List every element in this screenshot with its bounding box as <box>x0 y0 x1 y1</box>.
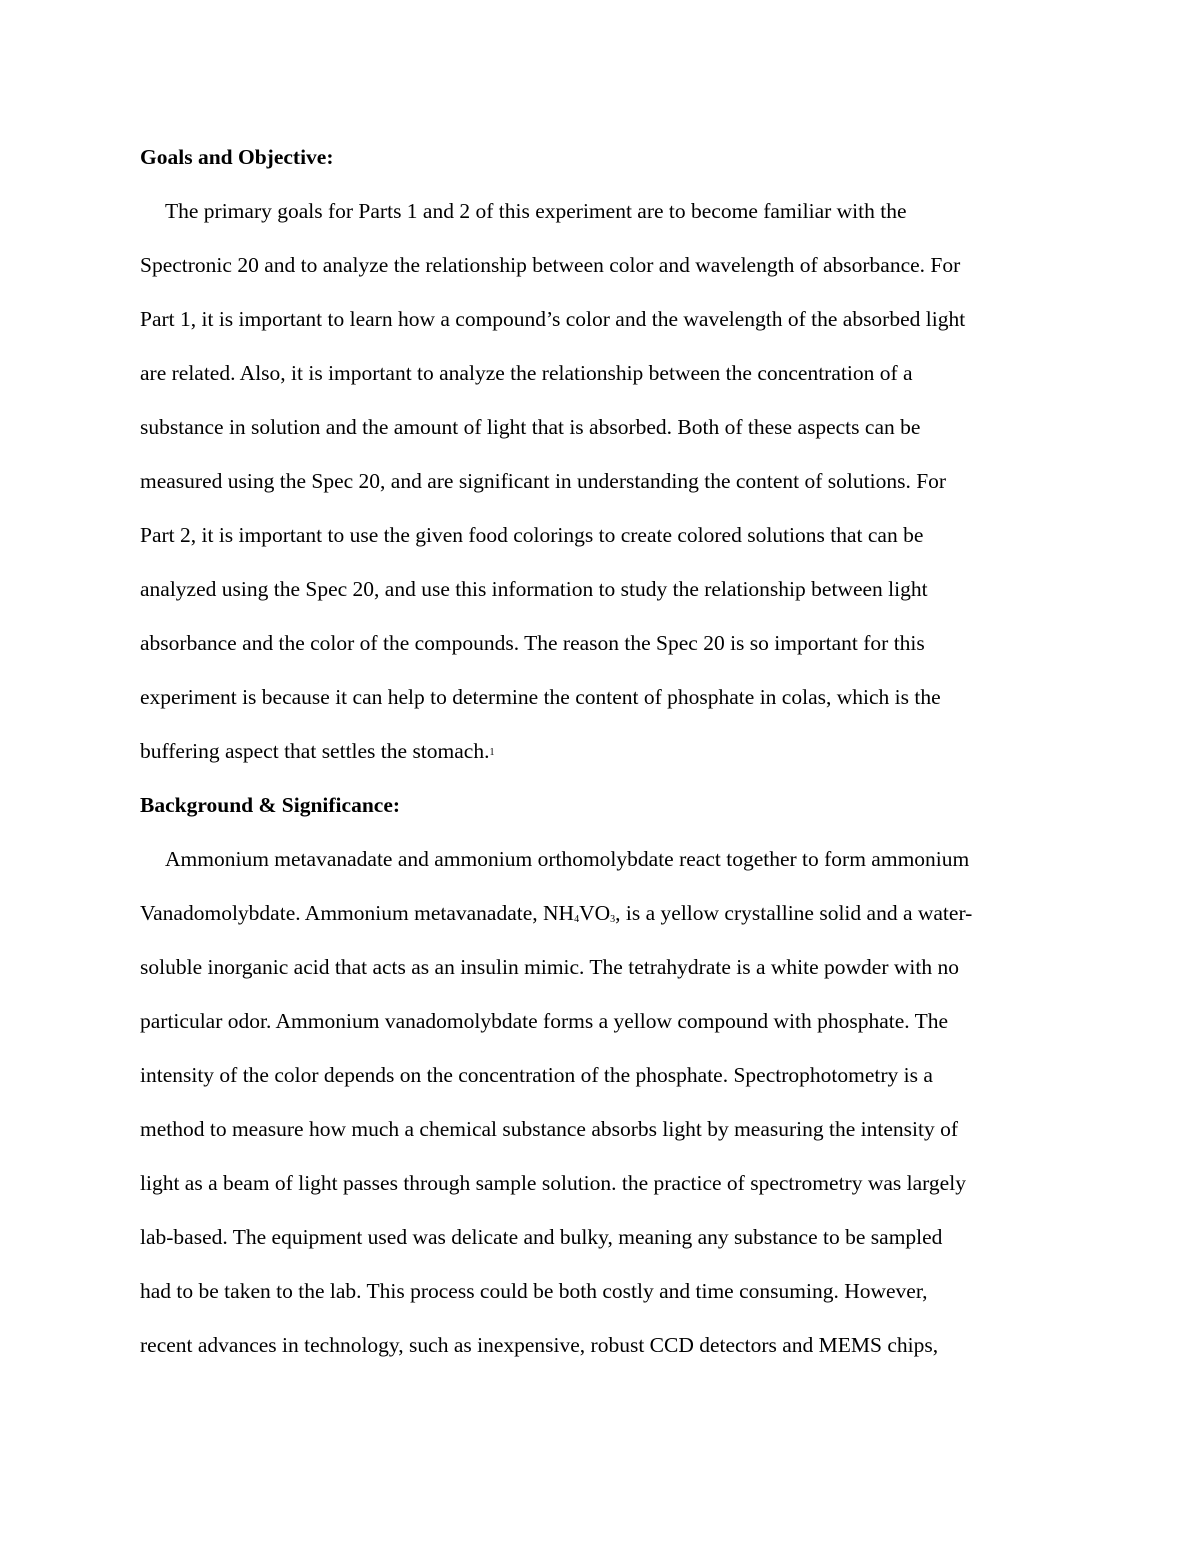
section-heading-background: Background & Significance: <box>140 793 401 817</box>
formula-subscript: 3 <box>610 914 616 925</box>
formula-suffix: , is a yellow crystalline solid and a water- <box>615 901 973 925</box>
section-heading-goals: Goals and Objective: <box>140 145 334 169</box>
paragraph-line-text: buffering aspect that settles the stomach. <box>140 739 490 763</box>
formula-middle: VO <box>579 901 611 925</box>
footnote-marker: 1 <box>489 747 495 758</box>
paragraph-line: analyzed using the Spec 20, and use this information to study the relationship between light <box>140 577 928 601</box>
paragraph-line: are related. Also, it is important to analyze the relationship between the concentration of a <box>140 361 913 385</box>
paragraph-line: measured using the Spec 20, and are significant in understanding the content of solutions. For <box>140 469 947 493</box>
formula-line <box>140 886 1060 940</box>
paragraph-line: had to be taken to the lab. This process could be both costly and time consuming. However, <box>140 1279 928 1303</box>
paragraph-line: The primary goals for Parts 1 and 2 of this experiment are to become familiar with the <box>165 199 907 223</box>
paragraph-line: Part 1, it is important to learn how a compound’s color and the wavelength of the absorbed light <box>140 307 966 331</box>
paragraph-line: light as a beam of light passes through sample solution. the practice of spectrometry was largely <box>140 1171 966 1195</box>
paragraph-line: substance in solution and the amount of light that is absorbed. Both of these aspects can be <box>140 415 921 439</box>
paragraph-line: soluble inorganic acid that acts as an insulin mimic. The tetrahydrate is a white powder with no <box>140 955 959 979</box>
formula-prefix: Vanadomolybdate. Ammonium metavanadate, NH <box>140 901 575 925</box>
formula-subscript: 4 <box>574 914 580 925</box>
document-body <box>140 130 1060 1372</box>
paragraph-line: experiment is because it can help to determine the content of phosphate in colas, which is the <box>140 685 941 709</box>
paragraph-line: recent advances in technology, such as inexpensive, robust CCD detectors and MEMS chips, <box>140 1333 939 1357</box>
paragraph-line: method to measure how much a chemical substance absorbs light by measuring the intensity of <box>140 1117 958 1141</box>
paragraph-line: Ammonium metavanadate and ammonium orthomolybdate react together to form ammonium <box>165 847 970 871</box>
goals-paragraph <box>140 184 1060 778</box>
paragraph-line-last <box>140 724 1060 778</box>
background-paragraph <box>140 832 1060 1372</box>
paragraph-line: Part 2, it is important to use the given food colorings to create colored solutions that can be <box>140 523 924 547</box>
paragraph-line: particular odor. Ammonium vanadomolybdate forms a yellow compound with phosphate. The <box>140 1009 949 1033</box>
paragraph-line: Spectronic 20 and to analyze the relationship between color and wavelength of absorbance. For <box>140 253 961 277</box>
paragraph-line: intensity of the color depends on the concentration of the phosphate. Spectrophotometry is a <box>140 1063 933 1087</box>
paragraph-line: absorbance and the color of the compounds. The reason the Spec 20 is so important for this <box>140 631 925 655</box>
paragraph-line: lab-based. The equipment used was delicate and bulky, meaning any substance to be sampled <box>140 1225 943 1249</box>
